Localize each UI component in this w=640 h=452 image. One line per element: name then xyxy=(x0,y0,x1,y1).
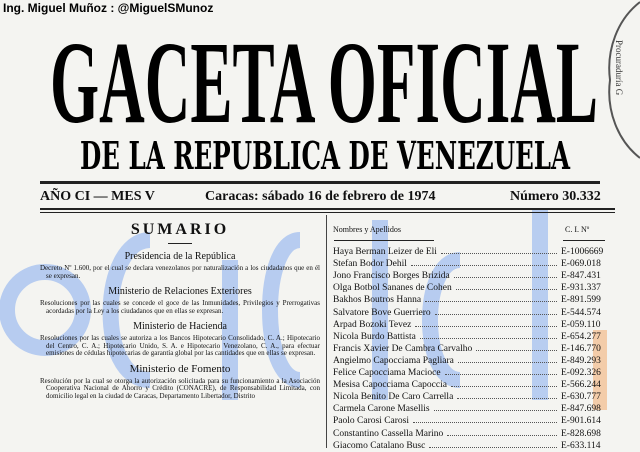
leader-dots xyxy=(458,354,557,363)
section-text: Resoluciones por las cuales se concede el goce de las Inmunidades, Privilegios y Prerrogativas acordadas por la Ley a los ciudadanos que en ellas se expresan. xyxy=(40,299,320,315)
ci-number: E-1006669 xyxy=(561,247,604,257)
sumario-column xyxy=(40,220,320,403)
leader-dots xyxy=(413,414,557,423)
masthead-title-wrap xyxy=(50,18,602,130)
ci-number: E-891.599 xyxy=(561,295,601,306)
ci-number: E-092.326 xyxy=(561,368,601,378)
divider xyxy=(40,208,615,210)
masthead-subtitle: DE LA REPUBLICA DE VENEZUELA xyxy=(80,133,571,174)
leader-dots xyxy=(476,342,557,351)
section-text: Resoluciones por las cuales se autoriza a los Bancos Hipotecario Consolidado, C. A.; Hipotecario del Centro, C. A.; Hipotecario Unido, S. A. e Hipotecario Venezolano, C. A., para efectuar emisiones de cédulas hipotecarias de garantía global por las cantidades que en ellas se expresan. xyxy=(40,334,320,357)
ci-number: E-654.277 xyxy=(561,331,601,342)
divider xyxy=(334,240,434,241)
leader-dots xyxy=(457,390,557,399)
section-title: Ministerio de Hacienda xyxy=(133,321,227,332)
column-divider xyxy=(326,215,327,448)
divider xyxy=(40,212,615,213)
list-item xyxy=(333,439,611,451)
person-name: Stefan Bodor Dehil xyxy=(333,259,407,270)
leader-dots xyxy=(445,366,557,375)
list-item xyxy=(333,390,611,402)
person-name: Jono Francisco Borges Brizida xyxy=(333,271,450,282)
ci-number: E-931.337 xyxy=(561,283,601,294)
person-name: Salvatore Bove Guerriero xyxy=(333,307,431,318)
issue-number: Número 30.332 xyxy=(510,189,601,204)
person-name: Olga Botbol Sananes de Cohen xyxy=(333,283,452,294)
person-name: Paolo Carosi Carosi xyxy=(333,416,409,427)
person-name: Haya Berman Leizer de Eli xyxy=(333,247,437,257)
leader-dots xyxy=(435,306,557,315)
person-name: Giacomo Catalano Busc xyxy=(333,440,426,451)
leader-dots xyxy=(456,281,557,290)
ci-number: E-566.244 xyxy=(561,380,601,391)
list-item xyxy=(333,342,611,354)
divider xyxy=(40,181,600,184)
ci-number: E-849.293 xyxy=(561,355,601,366)
list-item xyxy=(333,366,611,378)
person-name: Constantino Cassella Marino xyxy=(333,428,444,439)
leader-dots xyxy=(441,245,557,254)
sumario-heading: SUMARIO xyxy=(130,221,230,238)
ci-number: E-847.431 xyxy=(561,271,601,282)
ci-number: E-633.114 xyxy=(561,440,601,451)
list-item xyxy=(333,378,611,390)
ci-number: E-059.110 xyxy=(561,319,601,330)
list-item xyxy=(333,354,611,366)
list-item xyxy=(333,281,611,293)
ci-number: E-847.698 xyxy=(561,404,601,415)
seal-text: Procuraduría G xyxy=(614,40,624,96)
list-item xyxy=(333,330,611,342)
person-name: Mesisa Capocciama Capoccia xyxy=(333,380,447,391)
person-name: Angielmo Capocciama Pagliara xyxy=(333,355,454,366)
ci-number: E-828.698 xyxy=(561,428,601,439)
leader-dots xyxy=(415,318,557,327)
ci-number: E-630.777 xyxy=(561,392,601,403)
list-item xyxy=(333,427,611,439)
list-item xyxy=(333,306,611,318)
issue-year-month: AÑO CI — MES V xyxy=(40,189,155,204)
list-item xyxy=(333,402,611,414)
list-item xyxy=(333,245,611,257)
person-name: Felice Capocciama Macioce xyxy=(333,368,441,378)
leader-dots xyxy=(425,293,557,302)
list-item xyxy=(333,257,611,269)
divider xyxy=(563,240,605,241)
section-text: Resolución por la cual se otorga la autorización solicitada para su funcionamiento a la Asociación Cooperativa Nacional de Ahorro y Crédito (CONACRE), de Responsabilidad Limitada, con domicilio legal en la ciudad de Caracas, Departamento Libertador, Distrito xyxy=(40,376,320,400)
section-text: Decreto Nº 1.600, por el cual se declara venezolanos por naturalización a los ciudadanos que en él se expresan. xyxy=(40,264,320,280)
section-title: Ministerio de Relaciones Exteriores xyxy=(108,286,252,297)
person-name: Arpad Bozoki Tevez xyxy=(333,319,412,330)
ci-number: E-544.574 xyxy=(561,307,601,318)
ci-number: E-069.018 xyxy=(561,259,601,270)
masthead-title: GACETA OFICIAL xyxy=(50,18,598,130)
person-name: Francis Xavier De Cambra Carvalho xyxy=(333,343,473,354)
attribution: Ing. Miguel Muñoz : @MiguelSMunoz xyxy=(3,1,214,15)
leader-dots xyxy=(434,402,557,411)
leader-dots xyxy=(447,427,557,436)
column-header-ci: C. I. Nº xyxy=(565,225,590,234)
person-name: Carmela Carone Masellis xyxy=(333,404,430,415)
leader-dots xyxy=(429,439,557,448)
section-title: Presidencia de la República xyxy=(124,251,236,262)
list-item xyxy=(333,318,611,330)
section-title: Ministerio de Fomento xyxy=(129,362,231,375)
person-name: Nicola Benito De Caro Carrella xyxy=(333,392,454,403)
list-item xyxy=(333,269,611,281)
leader-dots xyxy=(411,257,557,266)
issue-date: Caracas: sábado 16 de febrero de 1974 xyxy=(205,189,436,204)
ci-number: E-146.770 xyxy=(561,343,601,354)
ci-number: E-901.614 xyxy=(561,416,601,427)
list-item xyxy=(333,293,611,305)
divider xyxy=(168,243,192,244)
column-header-names: Nombres y Apellidos xyxy=(333,225,401,234)
leader-dots xyxy=(420,330,557,339)
leader-dots xyxy=(451,378,557,387)
leader-dots xyxy=(454,269,557,278)
person-name: Nicola Burdo Battista xyxy=(333,331,416,342)
masthead-subtitle-wrap xyxy=(80,132,574,174)
list-item xyxy=(333,414,611,426)
person-name: Bakhos Boutros Hanna xyxy=(333,295,422,306)
